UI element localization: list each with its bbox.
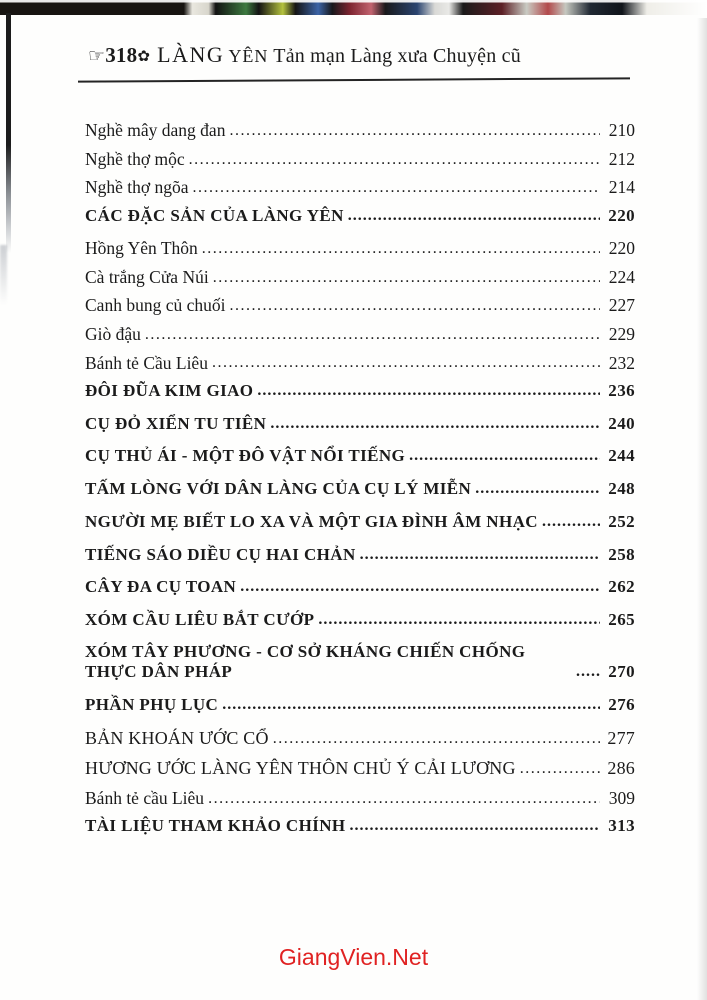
toc-dot-leader <box>360 544 600 565</box>
toc-entry-page-number: 248 <box>608 479 635 499</box>
toc-entry <box>85 380 635 402</box>
toc-entry-page-number: 224 <box>608 266 635 287</box>
toc-entry <box>85 294 635 317</box>
toc-entry-title: BẢN KHOÁN ƯỚC CỔ <box>85 727 269 748</box>
toc-entry-title: TẤM LÒNG VỚI DÂN LÀNG CỦA CỤ LÝ MIỄN <box>85 479 472 499</box>
toc-dot-leader <box>257 380 600 401</box>
scan-top-edge-band <box>0 0 707 15</box>
toc-entry <box>85 176 635 199</box>
toc-entry-page-number: 227 <box>608 295 635 316</box>
toc-dot-leader <box>222 694 600 715</box>
toc-entry-title: CÂY ĐA CỤ TOAN <box>85 577 237 597</box>
header-rule <box>78 77 630 82</box>
toc-entry-page-number: 236 <box>608 380 635 400</box>
toc-dot-leader <box>229 294 600 316</box>
page-header <box>88 42 648 68</box>
toc-entry <box>85 609 635 631</box>
toc-entry-page-number: 210 <box>608 120 635 141</box>
toc-dot-leader <box>542 511 600 532</box>
toc-entry-page-number: 232 <box>608 352 635 373</box>
toc-dot-leader <box>520 757 600 779</box>
toc-entry-page-number: 258 <box>608 544 635 564</box>
toc-dot-leader <box>348 205 600 226</box>
toc-entry-title: TIẾNG SÁO DIỀU CỤ HAI CHẢN <box>85 544 356 564</box>
toc-entry-page-number: 262 <box>608 577 635 597</box>
toc-entry-title: XÓM CẦU LIÊU BẮT CƯỚP <box>85 610 315 629</box>
toc-entry-page-number: 309 <box>608 788 635 809</box>
book-title-main: LÀNG <box>157 42 225 67</box>
toc-entry <box>85 413 635 435</box>
toc-entry <box>85 576 635 598</box>
toc-entry-title: Nghề thợ mộc <box>85 148 185 169</box>
toc-entry-title: Giò đậu <box>85 324 141 344</box>
toc-entry-page-number: 277 <box>607 727 635 748</box>
toc-entry-title: NGƯỜI MẸ BIẾT LO XA VÀ MỘT GIA ĐÌNH ÂM NHẠC <box>85 511 538 531</box>
toc-entry-title: CỤ ĐỎ XIỂN TU TIÊN <box>85 413 267 433</box>
toc-dot-leader <box>409 445 600 466</box>
toc-entry-title: PHẦN PHỤ LỤC <box>85 695 219 715</box>
watermark-text: GiangVien.Net <box>278 944 429 970</box>
toc-entry-title: Nghề mây dang đan <box>85 120 226 141</box>
toc-entry <box>85 511 635 533</box>
toc-entry-title: Bánh tẻ Cầu Liêu <box>85 352 208 373</box>
toc-dot-leader <box>193 176 600 198</box>
toc-entry-page-number: 240 <box>608 413 635 433</box>
toc-entry-page-number: 220 <box>608 205 635 225</box>
toc-dot-leader <box>350 815 600 836</box>
toc-entry-page-number: 313 <box>608 816 635 836</box>
toc-dot-leader <box>475 478 600 499</box>
folio-page-number: 318 <box>105 43 138 67</box>
toc-list <box>85 119 635 848</box>
toc-entry-title: Cà trắng Cửa Núi <box>85 266 209 287</box>
scan-left-edge-smudge <box>0 245 7 305</box>
toc-entry-title: Nghề thợ ngõa <box>85 177 189 198</box>
toc-dot-leader <box>273 727 600 749</box>
toc-entry <box>85 478 635 500</box>
toc-entry-page-number: 252 <box>608 511 635 531</box>
toc-entry <box>85 815 635 837</box>
toc-dot-leader <box>202 237 600 259</box>
toc-entry-title: Hồng Yên Thôn <box>85 238 198 259</box>
toc-dot-leader <box>189 148 600 170</box>
toc-entry <box>85 694 635 716</box>
toc-dot-leader <box>240 576 600 597</box>
toc-dot-leader <box>318 609 600 630</box>
toc-entry <box>85 323 635 346</box>
toc-entry-page-number: 212 <box>608 148 635 169</box>
toc-entry <box>85 205 635 227</box>
toc-entry-title: CỤ THỦ ÁI - MỘT ĐÔ VẬT NỔI TIẾNG <box>85 446 406 466</box>
toc-entry <box>85 119 635 142</box>
toc-entry-page-number: 286 <box>607 757 635 778</box>
toc-entry-page-number: 229 <box>608 324 635 344</box>
toc-entry-page-number: 265 <box>608 610 635 629</box>
toc-dot-leader <box>208 787 600 809</box>
toc-entry <box>85 351 635 374</box>
toc-entry-title: HƯƠNG ƯỚC LÀNG YÊN THÔN CHỦ Ý CẢI LƯƠNG <box>85 757 516 778</box>
toc-entry <box>85 266 635 289</box>
toc-entry <box>85 727 635 750</box>
toc-dot-leader <box>229 119 600 141</box>
florette-icon: ✿ <box>137 47 151 65</box>
toc-entry <box>85 148 635 171</box>
scan-left-edge-line <box>6 13 11 253</box>
toc-dot-leader <box>270 413 600 434</box>
toc-entry-title: TÀI LIỆU THAM KHẢO CHÍNH <box>85 816 346 836</box>
toc-entry <box>85 445 635 467</box>
toc-entry-page-number: 220 <box>608 238 635 259</box>
toc-entry-page-number: 270 <box>608 662 635 682</box>
toc-entry <box>85 757 635 780</box>
toc-entry <box>85 237 635 260</box>
book-title-secondary: YÊN <box>228 46 269 66</box>
toc-entry-page-number: 214 <box>608 177 635 198</box>
toc-dot-leader <box>576 661 600 682</box>
toc-entry-page-number: 276 <box>608 695 635 715</box>
toc-dot-leader <box>213 266 600 288</box>
toc-entry-page-number: 244 <box>608 446 635 466</box>
toc-entry-title: XÓM TÂY PHƯƠNG - CƠ SỞ KHÁNG CHIẾN CHỐNG THỰC DÂN PHÁP <box>85 641 526 682</box>
scan-right-edge-shadow <box>697 18 707 1000</box>
toc-entry-title: Bánh tẻ cầu Liêu <box>85 788 205 809</box>
pointing-hand-icon: ☞ <box>88 45 106 67</box>
toc-dot-leader <box>145 323 600 345</box>
book-subtitle: Tản mạn Làng xưa Chuyện cũ <box>268 45 521 67</box>
toc-entry-title: CÁC ĐẶC SẢN CỦA LÀNG YÊN <box>85 205 344 225</box>
toc-entry <box>85 787 635 810</box>
toc-entry <box>85 642 635 683</box>
toc-dot-leader <box>212 351 600 373</box>
toc-entry-title: Canh bung củ chuối <box>85 295 226 316</box>
toc-entry <box>85 544 635 566</box>
toc-entry-title: ĐÔI ĐŨA KIM GIAO <box>85 380 254 400</box>
